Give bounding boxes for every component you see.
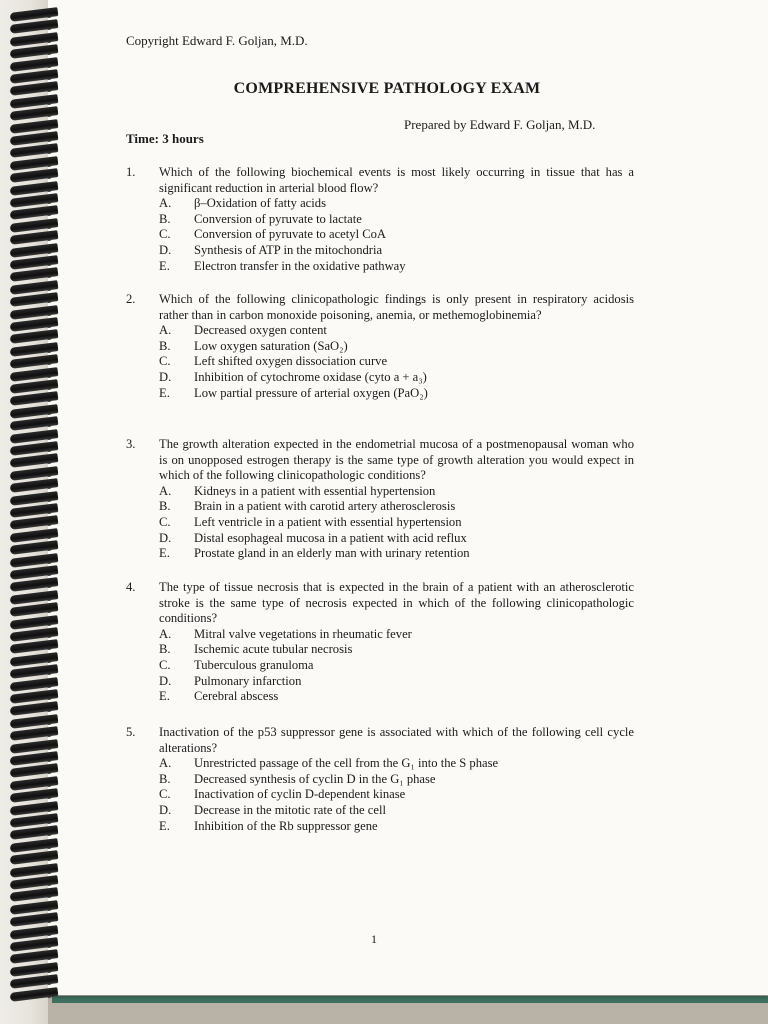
option-letter: E. [159, 546, 170, 561]
question-stem: Which of the following biochemical events is most likely occurring in tissue that has a significant reduction in arterial blood flow? [159, 165, 634, 195]
answer-option [126, 756, 634, 772]
question-number: 1. [126, 165, 136, 179]
question-4 [126, 580, 634, 705]
option-text: β–Oxidation of fatty acids [194, 196, 326, 211]
answer-option [126, 642, 634, 658]
option-letter: D. [159, 242, 172, 257]
answer-option [126, 546, 634, 562]
option-letter: D. [159, 369, 172, 384]
answer-option [126, 227, 634, 243]
option-letter: A. [159, 323, 172, 338]
option-text: Prostate gland in an elderly man with urinary retention [194, 546, 470, 561]
prepared-by-line: Prepared by Edward F. Goljan, M.D. [404, 117, 596, 132]
time-limit: Time: 3 hours [126, 131, 204, 146]
spiral-binding [0, 0, 48, 1024]
answer-option [126, 196, 634, 212]
answer-option [126, 339, 634, 355]
option-text: Decreased oxygen content [194, 323, 327, 338]
question-2 [126, 292, 634, 401]
option-letter: C. [159, 227, 171, 242]
answer-option [126, 674, 634, 690]
option-letter: C. [159, 787, 171, 802]
option-letter: B. [159, 642, 171, 657]
answer-option [126, 787, 634, 803]
option-text: Left ventricle in a patient with essential hypertension [194, 514, 462, 529]
answer-option [126, 212, 634, 228]
question-3 [126, 437, 634, 562]
answer-option [126, 259, 634, 275]
question-stem: The type of tissue necrosis that is expected in the brain of a patient with an atherosclerotic stroke is the same type of necrosis expected in which of the following clinicopathologic conditions? [159, 580, 634, 626]
option-text: Low oxygen saturation (SaO₂) [194, 338, 348, 353]
answer-option [126, 243, 634, 259]
option-letter: A. [159, 483, 172, 498]
option-letter: B. [159, 338, 171, 353]
question-number: 4. [126, 580, 136, 594]
question-number: 2. [126, 292, 136, 306]
option-letter: D. [159, 802, 172, 817]
option-letter: E. [159, 689, 170, 704]
option-text: Unrestricted passage of the cell from the G₁ into the S phase [194, 756, 499, 771]
answer-option [126, 803, 634, 819]
option-text: Inhibition of the Rb suppressor gene [194, 818, 378, 833]
option-letter: E. [159, 818, 170, 833]
option-text: Tuberculous granuloma [194, 657, 314, 672]
option-text: Low partial pressure of arterial oxygen (PaO₂) [194, 385, 428, 400]
option-text: Decrease in the mitotic rate of the cell [194, 802, 386, 817]
option-letter: B. [159, 499, 171, 514]
question-5 [126, 725, 634, 834]
question-number: 5. [126, 725, 136, 739]
option-letter: D. [159, 530, 172, 545]
question-stem: The growth alteration expected in the endometrial mucosa of a postmenopausal woman who is on unopposed estrogen therapy is the same type of growth alteration you would expect in which of the following clinicopathologic conditions? [159, 437, 634, 483]
option-letter: B. [159, 771, 171, 786]
answer-option [126, 370, 634, 386]
option-text: Electron transfer in the oxidative pathway [194, 258, 406, 273]
option-letter: E. [159, 258, 170, 273]
answer-option [126, 323, 634, 339]
option-letter: B. [159, 211, 171, 226]
option-letter: A. [159, 626, 172, 641]
option-text: Conversion of pyruvate to lactate [194, 211, 362, 226]
option-text: Synthesis of ATP in the mitochondria [194, 242, 383, 257]
answer-option [126, 531, 634, 547]
option-letter: A. [159, 196, 172, 211]
option-letter: C. [159, 354, 171, 369]
option-letter: C. [159, 657, 171, 672]
answer-option [126, 386, 634, 402]
answer-option [126, 627, 634, 643]
option-letter: D. [159, 673, 172, 688]
option-text: Mitral valve vegetations in rheumatic fever [194, 626, 412, 641]
answer-option [126, 484, 634, 500]
copyright-line: Copyright Edward F. Goljan, M.D. [126, 33, 308, 48]
option-text: Cerebral abscess [194, 689, 279, 704]
page-number: 1 [371, 932, 377, 946]
answer-option [126, 499, 634, 515]
option-text: Ischemic acute tubular necrosis [194, 642, 353, 657]
option-text: Inactivation of cyclin D-dependent kinase [194, 787, 406, 802]
option-text: Conversion of pyruvate to acetyl CoA [194, 227, 387, 242]
answer-option [126, 772, 634, 788]
question-stem: Inactivation of the p53 suppressor gene is associated with which of the following cell cycle alterations? [159, 725, 634, 755]
answer-option [126, 354, 634, 370]
option-text: Left shifted oxygen dissociation curve [194, 354, 388, 369]
option-letter: A. [159, 756, 172, 771]
answer-option [126, 658, 634, 674]
option-text: Decreased synthesis of cyclin D in the G₁ phase [194, 771, 436, 786]
answer-option [126, 689, 634, 705]
option-text: Kidneys in a patient with essential hypertension [194, 483, 436, 498]
option-text: Brain in a patient with carotid artery atherosclerosis [194, 499, 456, 514]
option-text: Pulmonary infarction [194, 673, 302, 688]
page-title: COMPREHENSIVE PATHOLOGY EXAM [233, 80, 541, 97]
option-letter: C. [159, 514, 171, 529]
option-text: Distal esophageal mucosa in a patient with acid reflux [194, 530, 467, 545]
option-letter: E. [159, 385, 170, 400]
answer-option [126, 819, 634, 835]
question-stem: Which of the following clinicopathologic findings is only present in respiratory acidosis rather than in carbon monoxide poisoning, anemia, or methemoglobinemia? [159, 292, 634, 322]
option-text: Inhibition of cytochrome oxidase (cyto a + a₃) [194, 369, 427, 384]
answer-option [126, 515, 634, 531]
question-1 [126, 165, 634, 274]
question-number: 3. [126, 437, 136, 451]
notebook-cover-edge [52, 996, 768, 1003]
